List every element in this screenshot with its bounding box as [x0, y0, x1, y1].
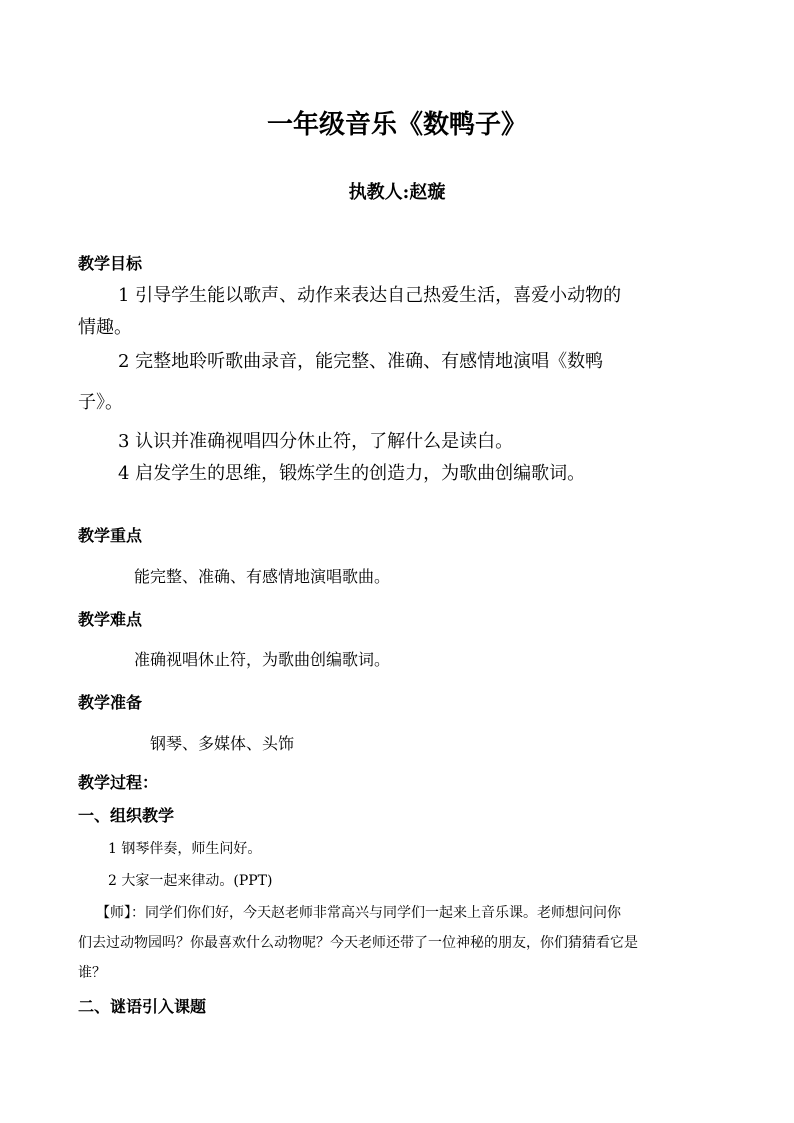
key-points-heading: 教学重点 — [78, 526, 143, 545]
objective-2-line-1: 2 完整地聆听歌曲录音，能完整、准确、有感情地演唱《数鸭 — [118, 351, 604, 372]
document-title: 一年级音乐《数鸭子》 — [266, 110, 527, 140]
objectives-heading: 教学目标 — [78, 254, 143, 273]
process-part-2-heading: 二、谜语引入课题 — [78, 997, 207, 1016]
objective-3: 3 认识并准确视唱四分休止符，了解什么是读白。 — [118, 431, 514, 452]
process-part-1-item-1: 1 钢琴伴奏，师生问好。 — [108, 841, 262, 857]
objective-1-line-2: 情趣。 — [78, 317, 132, 338]
process-heading: 教学过程： — [78, 773, 159, 792]
process-part-1-heading: 一、组织教学 — [78, 806, 175, 825]
teacher-dialogue-line-1: 【师】：同学们你们好，今天赵老师非常高兴与同学们一起来上音乐课。老师想问问你 — [96, 905, 621, 921]
objective-1-line-1: 1 引导学生能以歌声、动作来表达自己热爱生活，喜爱小动物的 — [118, 285, 622, 306]
author-line: 执教人:赵璇 — [348, 182, 446, 203]
objective-2-line-2: 子》。 — [78, 392, 123, 413]
process-part-1-item-2: 2 大家一起来律动。(PPT) — [108, 873, 273, 889]
key-points-text: 能完整、准确、有感情地演唱歌曲。 — [134, 567, 391, 586]
difficulties-text: 准确视唱休止符，为歌曲创编歌词。 — [134, 650, 391, 669]
preparation-heading: 教学准备 — [78, 693, 143, 712]
teacher-dialogue-line-2: 们去过动物园吗？你最喜欢什么动物呢？今天老师还带了一位神秘的朋友，你们猜猜看它是 — [78, 935, 638, 951]
teacher-dialogue-line-3: 谁？ — [78, 965, 106, 981]
preparation-text: 钢琴、多媒体、头饰 — [150, 734, 295, 753]
objective-4: 4 启发学生的思维，锻炼学生的创造力，为歌曲创编歌词。 — [118, 463, 586, 484]
difficulties-heading: 教学难点 — [78, 610, 143, 629]
